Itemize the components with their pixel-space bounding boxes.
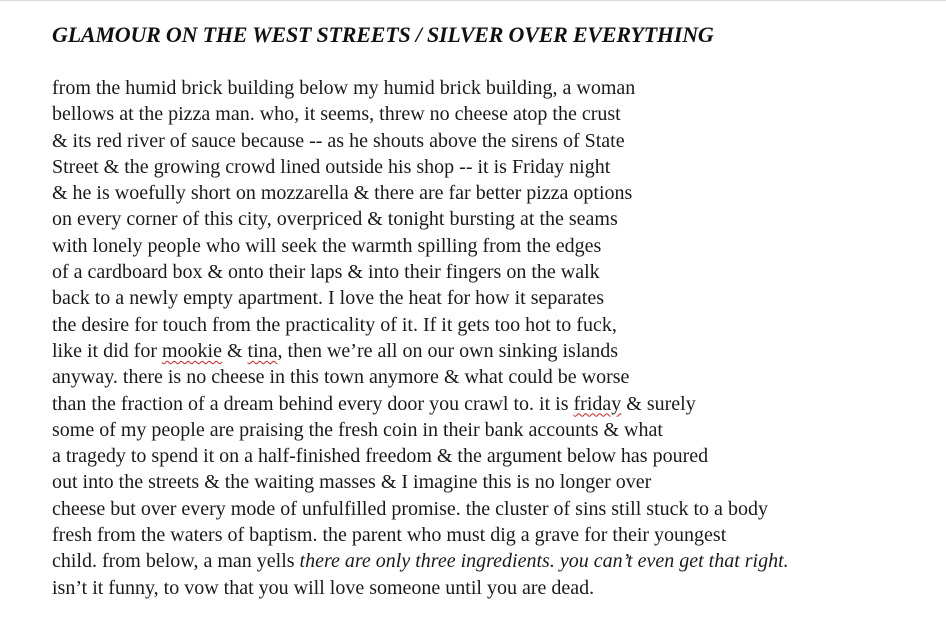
line-text: & surely [621, 392, 696, 415]
spellcheck-flagged-word[interactable]: friday [573, 392, 622, 415]
poem-line: bellows at the pizza man. who, it seems, threw no cheese atop the crust [52, 103, 621, 126]
poem-line: some of my people are praising the fresh coin in their bank accounts & what [52, 418, 663, 441]
poem-line: & its red river of sauce because -- as he shouts above the sirens of State [52, 129, 625, 152]
line-text: than the fraction of a dream behind every door you crawl to. it is [52, 392, 574, 415]
poem-line: of a cardboard box & onto their laps & into their fingers on the walk [52, 261, 600, 284]
poem-line: from the humid brick building below my humid brick building, a woman [52, 77, 636, 99]
poem-line: cheese but over every mode of unfulfilled promise. the cluster of sins still stuck to a body [52, 497, 768, 520]
poem-line: anyway. there is no cheese in this town anymore & what could be worse [52, 366, 630, 389]
poem-line: on every corner of this city, overpriced & tonight bursting at the seams [52, 208, 618, 231]
poem-line: out into the streets & the waiting masses & I imagine this is no longer over [52, 471, 652, 494]
italic-quote: there are only three ingredients. you can’t even get that right. [299, 550, 789, 573]
poem-line [52, 548, 932, 574]
poem-line: & he is woefully short on mozzarella & there are far better pizza options [52, 182, 633, 205]
poem-line: isn’t it funny, to vow that you will love someone until you are dead. [52, 576, 595, 599]
poem-line: a tragedy to spend it on a half-finished freedom & the argument below has poured [52, 445, 709, 468]
poem-title: GLAMOUR ON THE WEST STREETS / SILVER OVER EVERYTHING [52, 22, 714, 47]
line-text: child. from below, a man yells [52, 550, 300, 573]
line-text: & [221, 339, 248, 362]
poem-line: the desire for touch from the practicality of it. If it gets too hot to fuck, [52, 313, 617, 336]
poem-line: back to a newly empty apartment. I love the heat for how it separates [52, 287, 605, 310]
poem-line [52, 391, 932, 417]
poem-body [52, 75, 932, 601]
line-text: like it did for [52, 339, 162, 362]
spellcheck-flagged-word[interactable]: mookie [161, 339, 222, 362]
poem-line [52, 338, 932, 364]
line-text: , then we’re all on our own sinking islands [277, 339, 619, 362]
spellcheck-flagged-word[interactable]: tina [247, 339, 278, 362]
poem-line: with lonely people who will seek the warmth spilling from the edges [52, 234, 602, 257]
poem-line: fresh from the waters of baptism. the parent who must dig a grave for their youngest [52, 524, 727, 547]
poem-line: Street & the growing crowd lined outside his shop -- it is Friday night [52, 155, 611, 178]
